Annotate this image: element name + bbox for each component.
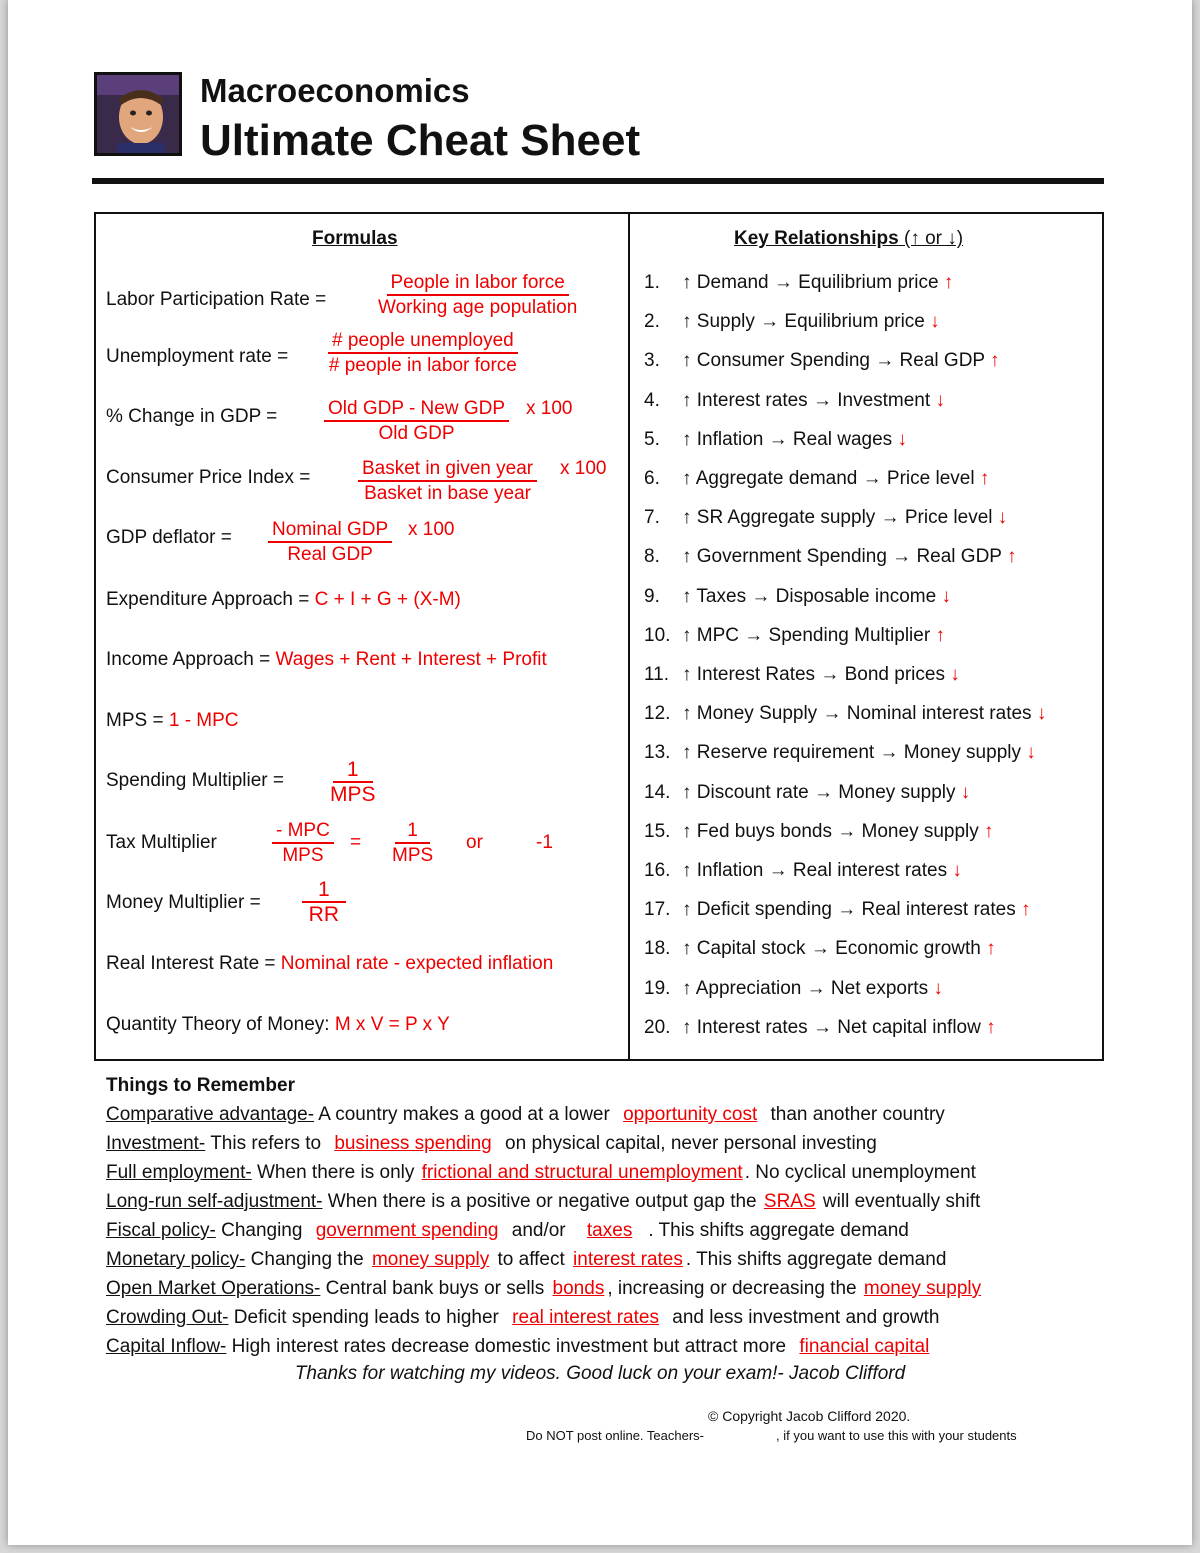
relationship-arrow-icon: ↑ [1021,899,1031,921]
author-avatar [94,72,182,156]
relationship-text: ↑ Inflation → Real interest rates [682,860,948,881]
quantity-theory-value: M x V = P x Y [334,1014,450,1035]
relationship-number: 15. [644,820,671,842]
relationship-number: 20. [644,1016,671,1038]
remember-text: When there is only [251,1162,420,1183]
relationship-arrow-icon: ↑ [943,272,954,293]
remember-answer: opportunity cost [623,1104,758,1125]
remember-text: on physical capital, never personal investing [499,1133,877,1154]
relationship-item [644,429,907,451]
gdp-deflator-fraction [268,519,392,567]
remember-text: will eventually shift [817,1191,981,1212]
fraction-numerator: 1 [395,820,430,844]
relationship-item [644,664,960,686]
relationship-number: 2. [644,311,660,333]
copyright-notice: © Copyright Jacob Clifford 2020. [708,1408,911,1424]
relationship-item [644,821,994,843]
usage-notice-start: Do NOT post online. Teachers- [526,1428,704,1443]
fraction-denominator: RR [308,903,340,926]
fraction-denominator: MPS [330,783,376,806]
real-interest-rate [106,953,553,975]
relationship-text: ↑ Interest rates → Investment [682,389,931,411]
relationship-number: 1. [644,272,660,293]
relationship-text: ↑ Demand → Equilibrium price [682,272,939,293]
fraction-numerator: # people unemployed [328,330,518,354]
remember-text: High interest rates decrease domestic investment but attract more [226,1336,792,1357]
relationship-number: 7. [644,507,660,529]
remember-text: , increasing or decreasing the [607,1278,862,1299]
remember-term: Investment- [106,1133,206,1154]
relationship-number: 6. [644,468,660,489]
remember-answer: interest rates [573,1249,683,1270]
title-line-1: Macroeconomics [200,72,470,109]
relationship-item [644,938,996,960]
fraction-denominator: Working age population [378,297,578,318]
fraction-numerator: Nominal GDP [268,519,392,543]
relationship-item [644,468,989,490]
remember-answer: SRAS [763,1191,816,1212]
relationship-arrow-icon: ↓ [1036,703,1047,725]
relationship-arrow-icon: ↓ [960,781,971,803]
relationship-item [644,586,951,608]
remember-text: . No cyclical unemployment [744,1162,976,1183]
remember-line [106,1332,1106,1361]
remember-term: Capital Inflow- [106,1336,227,1357]
fraction-numerator: Basket in given year [358,458,537,482]
remember-line [106,1158,1106,1187]
relationship-item [644,390,945,412]
fraction-numerator: 1 [333,759,373,783]
relationship-item [644,272,953,294]
remember-term: Long-run self-adjustment- [106,1191,323,1212]
relationship-arrow-icon: ↑ [984,820,994,842]
relationship-text: ↑ MPC → Spending Multiplier [682,624,931,646]
relationship-arrow-icon: ↓ [935,389,945,411]
remember-term: Fiscal policy- [106,1220,216,1241]
remember-text: Central bank buys or sells [320,1278,550,1299]
fraction-denominator: MPS [392,845,434,866]
relationship-text: ↑ Consumer Spending → Real GDP [682,350,985,372]
remember-text: Changing [215,1220,308,1241]
remember-line [106,1100,1106,1129]
remember-line [106,1187,1106,1216]
remember-answer: bonds [552,1278,605,1299]
remember-text: and/or [506,1220,571,1241]
relationship-text: ↑ Capital stock → Economic growth [682,938,981,960]
fraction-denominator: # people in labor force [328,355,517,376]
relationship-arrow-icon: ↑ [986,938,996,960]
relationship-number: 10. [644,624,671,646]
relationships-heading-hint: (↑ or ↓) [904,228,964,249]
relationship-text: ↑ SR Aggregate supply → Price level [682,507,993,529]
usage-notice [526,1428,1017,1443]
relationship-number: 8. [644,546,660,568]
relationship-arrow-icon: ↑ [986,1016,996,1038]
relationship-text: ↑ Aggregate demand → Price level [682,468,975,489]
spending-multiplier-fraction [330,758,376,807]
fraction-denominator: Basket in base year [364,483,531,504]
fraction-denominator: MPS [282,845,324,866]
remember-answer: business spending [334,1133,492,1154]
relationship-number: 11. [644,664,670,685]
tax-multiplier-fraction [272,820,334,868]
relationship-arrow-icon: ↑ [990,350,1000,372]
usage-notice-end: , if you want to use this with your students [776,1428,1017,1443]
money-multiplier-fraction [302,878,346,927]
remember-text: A country makes a good at a lower [314,1104,616,1125]
relationship-arrow-icon: ↓ [930,311,940,333]
remember-text: This refers to [205,1133,327,1154]
fraction-denominator: Real GDP [287,544,373,565]
header-rule [92,178,1104,184]
real-interest-value: Nominal rate - expected inflation [280,953,554,974]
relationship-number: 4. [644,389,660,411]
remember-line [106,1129,1106,1158]
remember-term: Comparative advantage- [106,1104,315,1125]
relationship-arrow-icon: ↑ [1006,546,1017,568]
income-label: Income Approach = [106,649,271,670]
relationship-item [644,546,1016,568]
remember-text: to affect [492,1249,571,1270]
relationship-arrow-icon: ↓ [1026,742,1036,764]
income-value: Wages + Rent + Interest + Profit [275,649,547,670]
relationship-text: ↑ Deficit spending → Real interest rates [682,899,1016,921]
relationship-item [644,350,1000,372]
remember-text: Deficit spending leads to higher [228,1307,505,1328]
relationship-number: 9. [644,585,660,607]
relationship-arrow-icon: ↑ [979,468,990,489]
remember-answer: real interest rates [512,1307,659,1328]
tax-multiplier-alt-fraction [392,820,433,868]
cpi-label: Consumer Price Index = [106,467,311,488]
remember-answer: frictional and structural unemployment [421,1162,743,1183]
remember-heading: Things to Remember [106,1075,295,1096]
remember-line [106,1216,1106,1245]
remember-text: than another country [765,1104,945,1125]
mps-formula [106,710,239,732]
relationship-number: 19. [644,977,671,999]
relationship-text: ↑ Interest rates → Net capital inflow [682,1016,981,1038]
gdp-change-label: % Change in GDP = [106,406,278,427]
relationships-heading-text: Key Relationships [734,228,899,249]
relationship-text: ↑ Interest Rates → Bond prices [682,664,945,685]
thanks-message: Thanks for watching my videos. Good luck on your exam!- Jacob Clifford [294,1363,906,1384]
things-to-remember [106,1075,1106,1361]
remember-answer: taxes [586,1220,633,1241]
remember-text: and less investment and growth [666,1307,940,1328]
relationship-arrow-icon: ↓ [941,585,951,607]
tax-multiplier-minus-one: -1 [536,832,553,853]
relationship-number: 13. [644,742,671,764]
unemployment-rate-label: Unemployment rate = [106,346,289,367]
relationship-item [644,507,1007,529]
relationship-number: 3. [644,350,660,372]
income-approach [106,649,547,671]
tax-multiplier-or: or [466,832,483,853]
relationship-arrow-icon: ↓ [933,977,943,999]
relationships-heading [734,228,963,250]
remember-line [106,1245,1106,1274]
relationship-number: 17. [644,899,671,921]
relationship-text: ↑ Government Spending → Real GDP [682,546,1002,568]
tax-multiplier-label: Tax Multiplier [106,832,217,853]
relationship-text: ↑ Money Supply → Nominal interest rates [682,703,1032,725]
money-multiplier-label: Money Multiplier = [106,892,261,913]
relationship-text: ↑ Taxes → Disposable income [682,585,937,607]
relationship-item [644,703,1046,725]
relationship-arrow-icon: ↓ [997,507,1008,529]
formulas-relationships-box [94,212,1104,1061]
gdp-change-multiplier: x 100 [526,398,573,419]
relationship-arrow-icon: ↓ [897,428,907,450]
column-divider [628,214,630,1059]
remember-term: Open Market Operations- [106,1278,321,1299]
tax-multiplier-equals: = [350,832,362,853]
gdp-deflator-label: GDP deflator = [106,527,232,548]
cpi-multiplier: x 100 [560,458,607,479]
relationship-text: ↑ Discount rate → Money supply [682,781,956,803]
unemployment-rate-fraction [328,330,518,378]
relationship-text: ↑ Fed buys bonds → Money supply [682,820,979,842]
mps-label: MPS = [106,710,164,731]
relationship-arrow-icon: ↓ [952,860,962,881]
relationship-text: ↑ Supply → Equilibrium price [682,311,925,333]
relationship-number: 14. [644,781,671,803]
remember-line [106,1274,1106,1303]
relationship-number: 18. [644,938,671,960]
expenditure-approach [106,589,461,611]
real-interest-label: Real Interest Rate = [106,953,276,974]
gdp-change-fraction [324,398,509,446]
title-line-2: Ultimate Cheat Sheet [200,116,641,165]
labor-participation-fraction [378,272,577,320]
quantity-theory [106,1014,450,1036]
relationship-item [644,899,1031,921]
fraction-numerator: - MPC [272,820,334,844]
relationship-item [644,625,945,647]
remember-text: . This shifts aggregate demand [648,1220,909,1241]
relationship-text: ↑ Inflation → Real wages [682,428,893,450]
remember-text: When there is a positive or negative output gap the [322,1191,762,1212]
formulas-heading: Formulas [312,228,398,249]
relationship-item [644,782,970,804]
relationship-arrow-icon: ↓ [950,664,960,685]
spending-multiplier-label: Spending Multiplier = [106,770,284,791]
relationship-item [644,1017,996,1039]
remember-answer: financial capital [799,1336,930,1357]
remember-term: Crowding Out- [106,1307,229,1328]
relationship-item [644,311,940,333]
remember-answer: government spending [315,1220,499,1241]
quantity-theory-label: Quantity Theory of Money: [106,1014,330,1035]
relationship-arrow-icon: ↑ [935,624,945,646]
gdp-deflator-multiplier: x 100 [408,519,455,540]
labor-participation-label: Labor Participation Rate = [106,289,327,310]
remember-answer: money supply [863,1278,982,1299]
cheat-sheet-page [8,0,1192,1545]
relationship-number: 16. [644,860,671,881]
remember-answer: money supply [371,1249,490,1270]
fraction-denominator: Old GDP [378,423,455,444]
relationship-item [644,860,962,882]
relationship-text: ↑ Reserve requirement → Money supply [682,742,1021,764]
relationship-item [644,978,943,1000]
remember-text: . This shifts aggregate demand [685,1249,947,1270]
fraction-numerator: 1 [302,879,346,903]
fraction-numerator: Old GDP - New GDP [324,398,509,422]
remember-text: Changing the [245,1249,369,1270]
relationship-number: 12. [644,703,671,725]
fraction-numerator: People in labor force [387,272,569,296]
relationship-text: ↑ Appreciation → Net exports [682,977,929,999]
relationship-number: 5. [644,428,660,450]
relationship-item [644,742,1036,764]
mps-value: 1 - MPC [168,710,239,731]
expenditure-value: C + I + G + (X-M) [314,589,461,610]
expenditure-label: Expenditure Approach = [106,589,310,610]
remember-line [106,1303,1106,1332]
remember-term: Full employment- [106,1162,252,1183]
cpi-fraction [358,458,537,506]
remember-term: Monetary policy- [106,1249,246,1270]
